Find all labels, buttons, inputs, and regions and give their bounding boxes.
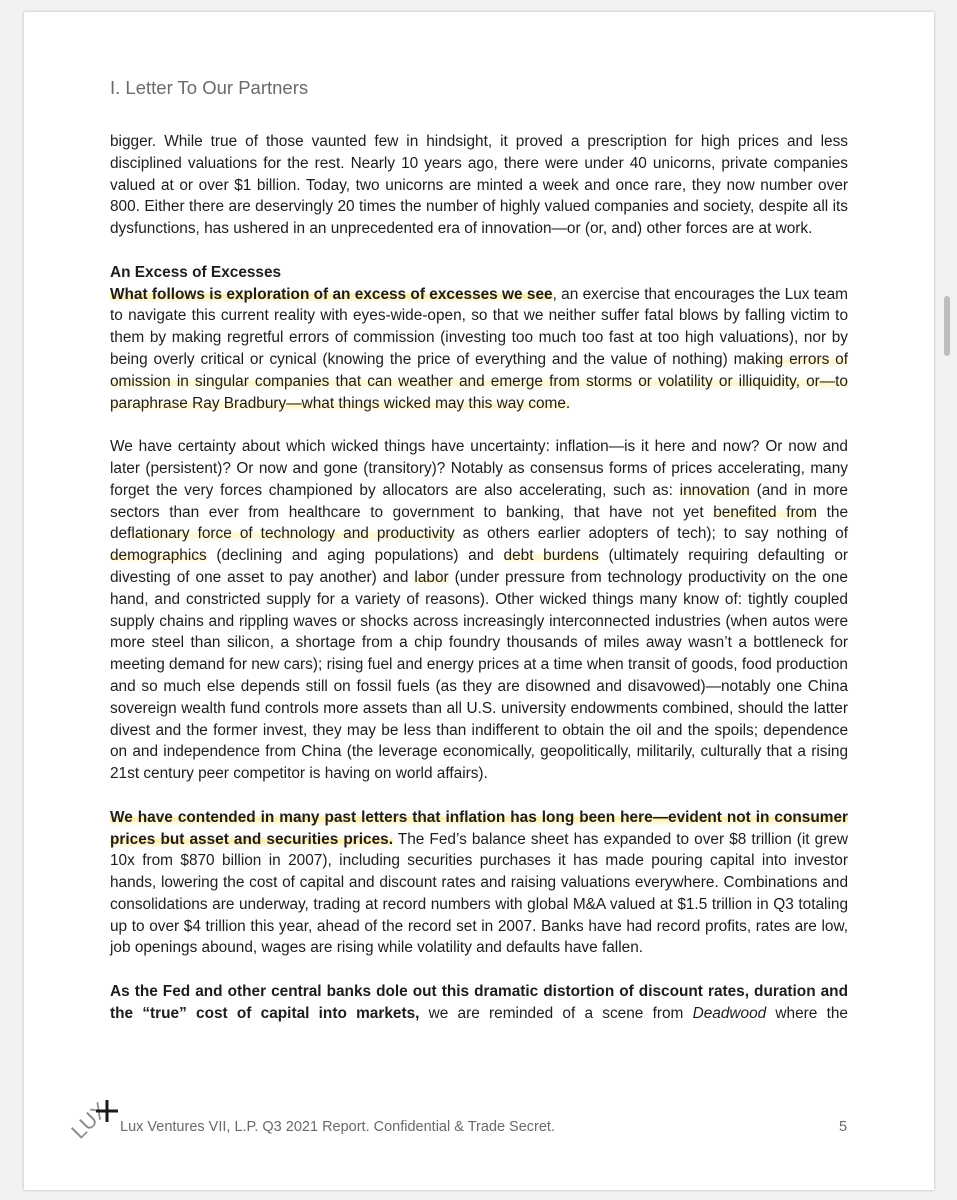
text-line: hands, lowering the cost of capital and discount rates and raising valuations everywhere. Combinations bbox=[110, 874, 818, 892]
section-heading: An Excess of Excesses bbox=[110, 263, 282, 281]
text-line: and) other forces are at work. bbox=[611, 220, 813, 238]
text-line: disciplined valuations for the rest. Nearly 10 years ago, there were under 40 unicorns, private bbox=[110, 154, 768, 172]
text-line: disowned and disavowed)—notably one China sovereign wealth fund controls more assets than all U.S. bbox=[110, 677, 849, 717]
section-title: I. Letter To Our Partners bbox=[110, 77, 309, 98]
text-line: (under pressure from technology productivity on bbox=[448, 568, 789, 586]
text-line: of bbox=[835, 525, 848, 543]
text-line: victim to them by making regretful errors of commission (investing too much too fast at too high bbox=[110, 307, 849, 347]
text-line: Q3 totaling up to over $4 trillion this year, ahead of the record set in 2007. Banks have had record bbox=[110, 895, 849, 935]
text-line: in more sectors than ever from healthcare to government to banking, that have not yet bbox=[110, 481, 848, 521]
text-line: where the bbox=[766, 1004, 848, 1022]
text-line: bigger. While true of those vaunted few in hindsight, it proved a prescription for high prices and less bbox=[110, 133, 848, 150]
text-line: and consolidations are underway, trading at record numbers with global M&A valued at $1.5 trillion in bbox=[110, 874, 849, 913]
text-line: the one hand, and constricted supply for a variety of reasons). Other wicked things many know of: bbox=[110, 568, 848, 608]
highlighted-text: labor bbox=[414, 568, 449, 586]
paragraph-5 bbox=[110, 981, 848, 1025]
highlighted-text: benefited from bbox=[713, 503, 817, 521]
highlighted-bold-text: prices but asset and securities prices. bbox=[110, 830, 393, 848]
text-line: profits, rates are low, job openings abound, wages are rising while volatility and defaults have fallen. bbox=[110, 917, 848, 957]
footer-text: Lux Ventures VII, L.P. Q3 2021 Report. Confidential & Trade Secret. bbox=[120, 1119, 555, 1135]
highlighted-text: lationary force of technology and productivity bbox=[131, 525, 455, 543]
bold-text: As the Fed and other central banks dole out this dramatic distortion of discount rates, duration and bbox=[110, 983, 848, 1001]
page-number: 5 bbox=[839, 1119, 848, 1135]
text-line: university endowments combined, should the latter divest and the former invest, they may be less than bbox=[110, 699, 848, 739]
paragraph-3 bbox=[110, 436, 848, 785]
text-line: , an exercise that encourages the Lux team bbox=[552, 285, 848, 303]
highlighted-bold-text: What follows is exploration of an excess of excesses we see bbox=[110, 285, 553, 303]
text-line: companies valued at or over $1 billion. Today, two unicorns are minted a week and once rare, they bbox=[110, 154, 848, 194]
text-line: economically, geopolitically, militarily, culturally that a rising 21st century peer competitor is having on bbox=[110, 743, 849, 783]
text-line: and later (persistent)? Or now and gone (transitory)? Notably as consensus forms of prices accelerating, bbox=[110, 438, 848, 477]
letter-body bbox=[110, 131, 848, 1025]
paragraph-1 bbox=[110, 131, 848, 240]
text-line: many forget the very forces championed by allocators are also accelerating, such as: bbox=[110, 459, 848, 499]
highlighted-bold-text: We have contended in many past letters that inflation has long been here—evident not in consumer bbox=[110, 808, 848, 826]
text-line: to navigate this current reality with eyes-wide-open, so that we neither suffer fatal blows by falling bbox=[110, 307, 786, 325]
text-line: as others earlier adopters of tech); to say nothing bbox=[454, 525, 828, 543]
highlighted-text: innovation bbox=[679, 481, 750, 499]
italic-title: Deadwood bbox=[692, 1004, 767, 1022]
highlighted-text: or volatility or illiquidity, or—to paraphrase Ray Bradbury—what things wicked may this way come. bbox=[110, 372, 848, 412]
text-line: tightly coupled supply chains and rippling waves or shocks across increasingly interconnected bbox=[110, 590, 848, 630]
highlighted-text: debt burdens bbox=[503, 547, 599, 565]
text-line: indifferent to obtain the oil and the spoils; dependence on and independence from China (the leverage bbox=[110, 721, 849, 761]
highlighted-text: ing errors of omission in singular companies that can weather and emerge from storms bbox=[110, 350, 848, 390]
paragraph-4 bbox=[110, 807, 848, 960]
text-line: away wasn’t a bottleneck for meeting demand for new cars); rising fuel and energy prices at a time bbox=[110, 634, 848, 674]
text-line: and society, despite all its dysfunctions, has ushered in an unprecedented era of innovation—or (or, bbox=[110, 198, 849, 238]
paragraph-2 bbox=[110, 284, 848, 415]
text-line: we are reminded of a scene from bbox=[419, 1004, 693, 1022]
scrollbar-thumb[interactable] bbox=[944, 296, 950, 356]
text-line: when transit of goods, food production and so much else depends still on fossil fuels (as they are bbox=[110, 656, 848, 695]
text-line: nothing) mak bbox=[672, 350, 763, 368]
text-line: 10x from $870 billion in 2007), including securities purchases it has made pouring capital into investor bbox=[110, 852, 848, 870]
text-line: the def bbox=[110, 503, 849, 543]
text-line: We have certainty about which wicked things have uncertainty: inflation—is it here and now? Or now bbox=[110, 438, 817, 456]
text-line: world affairs). bbox=[395, 765, 488, 783]
bold-text: the “true” cost of capital into markets, bbox=[110, 1004, 420, 1022]
logo-text: LUX bbox=[67, 1098, 113, 1144]
highlighted-text: demographics bbox=[110, 547, 207, 565]
lux-logo bbox=[66, 1096, 126, 1148]
text-line: (declining and aging populations) and bbox=[206, 547, 504, 565]
text-line: (ultimately requiring defaulting bbox=[598, 547, 825, 565]
text-line: industries (when autos were more steel than silicon, a shortage from a chip foundry thousands of miles bbox=[110, 612, 848, 652]
text-line: The Fed’s balance sheet has expanded to over $8 trillion (it grew bbox=[392, 830, 849, 848]
text-line: or divesting of one asset to pay another) and bbox=[110, 547, 849, 586]
text-line: now number over 800. Either there are deservingly 20 times the number of highly valued companies bbox=[110, 176, 848, 216]
text-line: valuations), nor by being overly critical or cynical (knowing the price of everything and the value of bbox=[110, 329, 848, 368]
text-line: (and bbox=[749, 481, 788, 499]
